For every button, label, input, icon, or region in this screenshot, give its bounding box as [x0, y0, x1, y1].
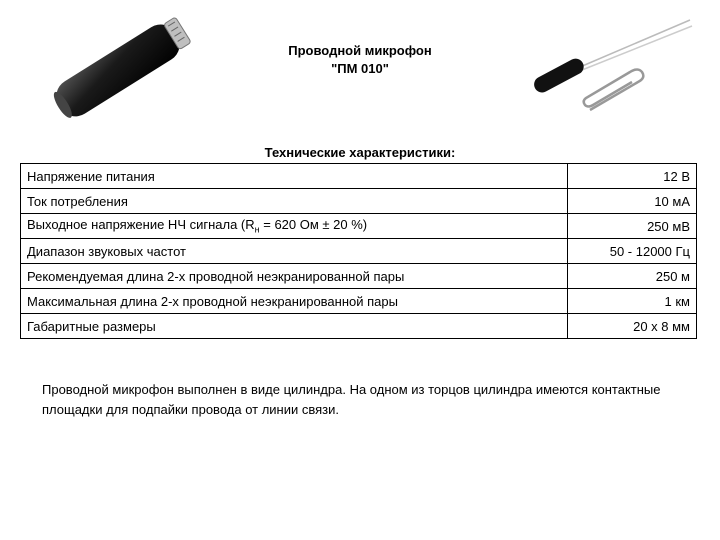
title-line-1: Проводной микрофон — [288, 43, 432, 58]
microphone-photo — [40, 12, 200, 124]
spec-label: Ток потребления — [21, 189, 568, 214]
spec-label-tail: = 620 Ом ± 20 %) — [259, 217, 368, 233]
spec-label — [21, 214, 568, 239]
spec-value: 250 м — [568, 264, 697, 289]
table-row — [21, 314, 697, 339]
specs-heading: Технические характеристики: — [264, 145, 456, 160]
table-row — [21, 289, 697, 314]
spec-label: Габаритные размеры — [21, 314, 568, 339]
spec-label-text: Выходное напряжение НЧ сигнала (R — [27, 217, 255, 233]
spec-value: 50 - 12000 Гц — [568, 239, 697, 264]
spec-label: Напряжение питания — [21, 164, 568, 189]
spec-value: 12 В — [568, 164, 697, 189]
table-row — [21, 239, 697, 264]
table-row — [21, 214, 697, 239]
page-title — [200, 42, 520, 78]
spec-label: Диапазон звуковых частот — [21, 239, 568, 264]
spec-label-subscript: н — [254, 224, 260, 235]
table-row — [21, 189, 697, 214]
table-row — [21, 164, 697, 189]
spec-value: 250 мВ — [568, 214, 697, 239]
spec-label: Максимальная длина 2-х проводной неэкранированной пары — [21, 289, 568, 314]
specs-table — [20, 163, 697, 339]
spec-value: 1 км — [568, 289, 697, 314]
title-line-2: "ПМ 010" — [331, 61, 389, 76]
table-row — [21, 264, 697, 289]
description-text: Проводной микрофон выполнен в виде цилиндра. На одном из торцов цилиндра имеются контактные площадки для подпайки провода от линии связи. — [42, 382, 661, 417]
microphone-with-paperclip-photo — [520, 12, 700, 124]
spec-value: 10 мА — [568, 189, 697, 214]
spec-value: 20 х 8 мм — [568, 314, 697, 339]
spec-label: Рекомендуемая длина 2-х проводной неэкранированной пары — [21, 264, 568, 289]
